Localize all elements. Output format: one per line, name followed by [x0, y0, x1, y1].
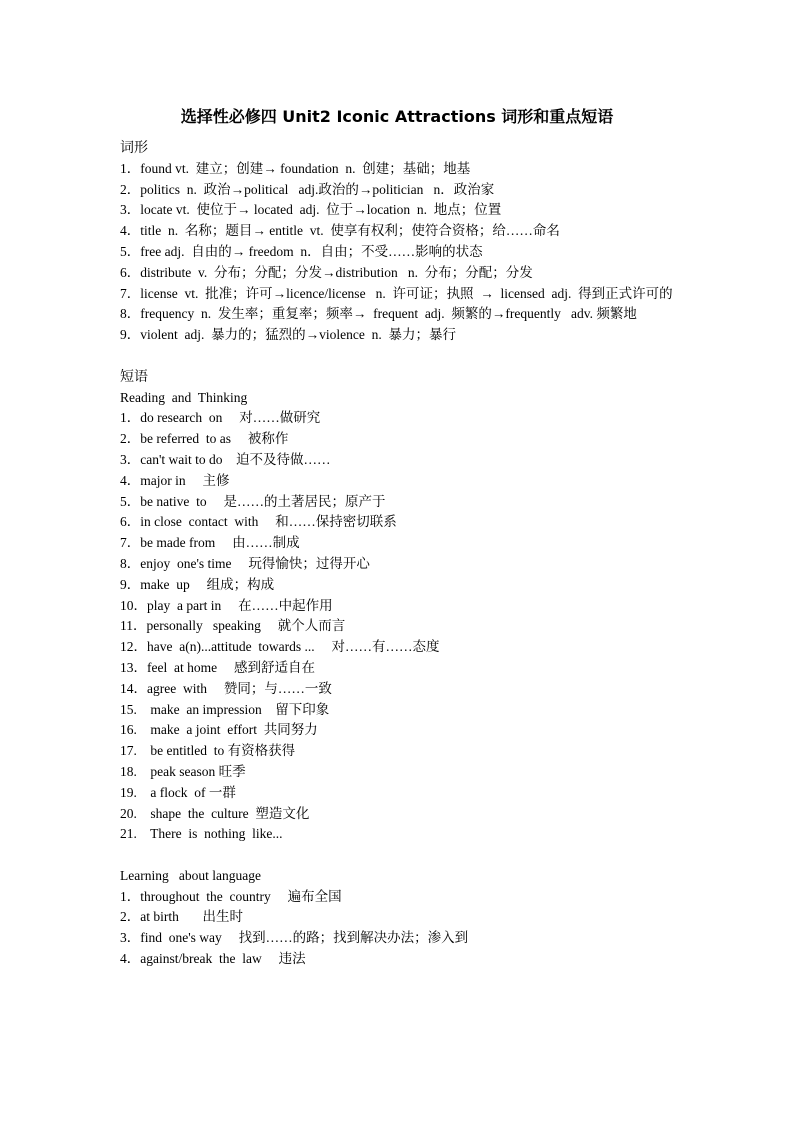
phrase-item: 15. make an impression 留下印象	[120, 701, 330, 717]
phrase-item: 11．personally speaking 就个人而言	[120, 618, 346, 634]
word-form-item: 5．free adj. 自由的→ freedom n．自由；不受……影响的状态	[120, 243, 483, 259]
word-form-item: 2．politics n. 政治→political adj.政治的→politician n．政治家	[120, 181, 495, 197]
reading-section-heading: Reading and Thinking	[120, 389, 248, 405]
phrase-item: 20. shape the culture 塑造文化	[120, 805, 310, 821]
phrase-item: 4．major in 主修	[120, 472, 230, 488]
spacer	[120, 845, 675, 866]
document-title: 选择性必修四 Unit2 Iconic Attractions 词形和重点短语	[180, 107, 614, 126]
phrase-item: 3．find one's way 找到……的路；找到解决办法；渗入到	[120, 930, 469, 946]
phrase-item: 3．can't wait to do 迫不及待做……	[120, 451, 331, 467]
word-form-item: 8．frequency n. 发生率；重复率；频率→ frequent adj. 频繁的→frequently adv. 频繁地	[120, 306, 637, 322]
word-form-item: 9．violent adj. 暴力的；猛烈的→violence n. 暴力；暴行	[120, 327, 456, 343]
phrases-heading: 短语	[120, 368, 148, 385]
phrase-item: 10．play a part in 在……中起作用	[120, 597, 333, 613]
phrase-item: 7．be made from 由……制成	[120, 535, 300, 551]
word-form-item: 7．license vt. 批准；许可→licence/license n. 许可证；执照 → licensed adj. 得到正式许可的	[120, 285, 673, 301]
phrase-item: 6．in close contact with 和……保持密切联系	[120, 514, 397, 530]
word-form-item: 1．found vt. 建立；创建→ foundation n. 创建；基础；地基	[120, 160, 471, 176]
phrase-item: 13．feel at home 感到舒适自在	[120, 659, 315, 675]
word-form-item: 3．locate vt. 使位于→ located adj. 位于→location n. 地点；位置	[120, 202, 502, 218]
phrase-item: 19. a flock of 一群	[120, 784, 236, 800]
phrase-item: 9．make up 组成；构成	[120, 576, 275, 592]
document-body	[120, 138, 675, 970]
word-form-item: 4．title n. 名称；题目→ entitle vt. 使享有权利；使符合资格；给……命名	[120, 223, 560, 239]
phrase-item: 5．be native to 是……的土著居民；原产于	[120, 493, 386, 509]
phrase-item: 1．do research on 对……做研究	[120, 410, 321, 426]
phrase-item: 2．be referred to as 被称作	[120, 431, 289, 447]
phrase-item: 1．throughout the country 遍布全国	[120, 888, 342, 904]
phrase-item: 14．agree with 赞同；与……一致	[120, 680, 332, 696]
spacer	[120, 346, 675, 367]
phrase-item: 21. There is nothing like...	[120, 826, 283, 842]
language-section-heading: Learning about language	[120, 867, 261, 883]
phrase-item: 2．at birth 出生时	[120, 909, 243, 925]
phrase-item: 4．against/break the law 违法	[120, 951, 306, 967]
phrase-item: 16. make a joint effort 共同努力	[120, 722, 318, 738]
word-forms-heading: 词形	[120, 140, 148, 156]
phrase-item: 12．have a(n)...attitude towards ... 对……有……态度	[120, 639, 440, 655]
word-form-item: 6．distribute v. 分布；分配；分发→distribution n. 分布；分配；分发	[120, 264, 533, 280]
phrase-item: 18. peak season 旺季	[120, 763, 246, 779]
phrase-item: 8．enjoy one's time 玩得愉快；过得开心	[120, 555, 370, 571]
phrase-item: 17. be entitled to 有资格获得	[120, 743, 296, 759]
